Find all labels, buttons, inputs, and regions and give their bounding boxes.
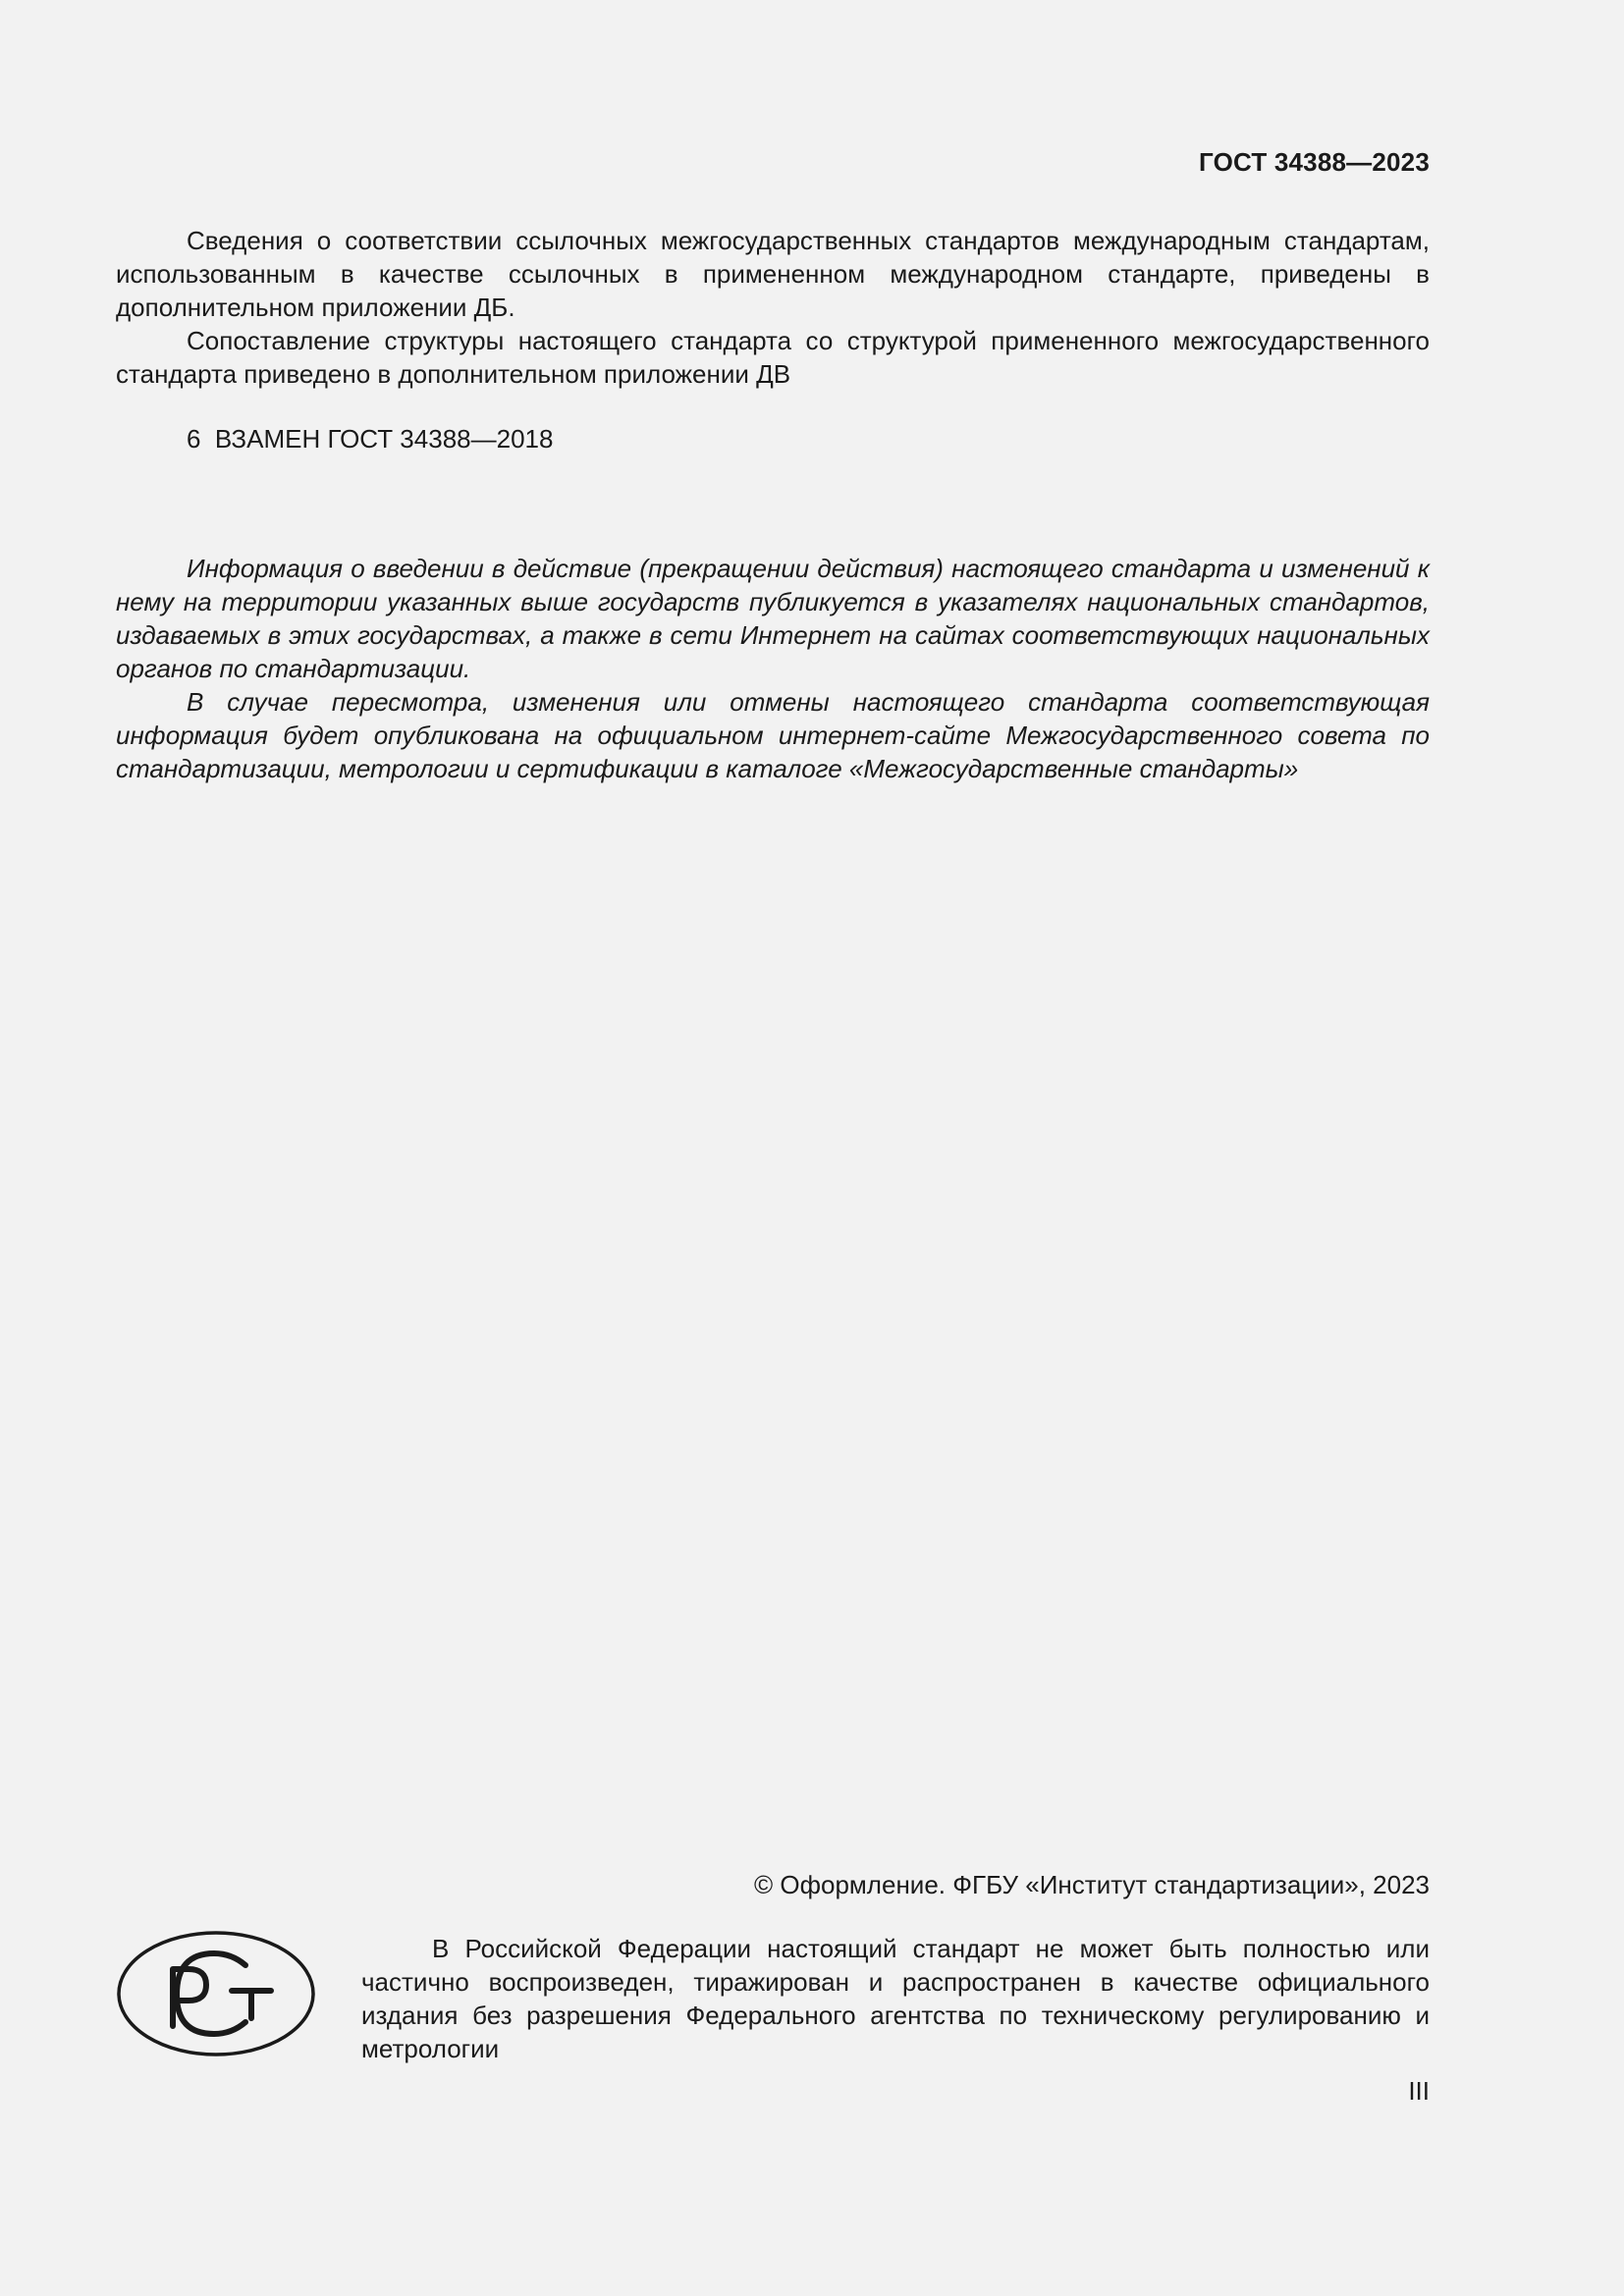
item-number: 6 [187,424,201,454]
section-references-info [116,224,1430,391]
paragraph: В случае пересмотра, изменения или отмены настоящего стандарта соответствующая информация будет опубликована на официальном интернет-сайте Межгосударственного совета по стандартизации, метрологии и сертификации в каталоге «Межгосударственные стандарты» [116,687,1430,783]
paragraph: Сопоставление структуры настоящего стандарта со структурой примененного межгосударственного стандарта приведено в дополнительном приложении ДВ [116,326,1430,389]
item-text: ВЗАМЕН ГОСТ 34388—2018 [214,424,554,454]
document-code-header: ГОСТ 34388—2023 [1199,147,1430,177]
section-publication-info [116,552,1430,785]
paragraph: Информация о введении в действие (прекращении действия) настоящего стандарта и изменений к нему на территории указанных выше государств публикуется в указателях национальных стандартов, издаваемых в этих государствах, а также в сети Интернет на сайтах соответствующих национальных органов по стандартизации. [116,554,1430,683]
rst-certification-mark-icon [116,1930,316,2057]
page-number: III [1408,2076,1430,2106]
copyright-line: © Оформление. ФГБУ «Институт стандартизации», 2023 [754,1870,1430,1899]
copyright-notice: В Российской Федерации настоящий стандарт не может быть полностью или частично воспроизведен, тиражирован и распространен в качестве официального издания без разрешения Федерального агентства по техническому регулированию и метрологии [361,1934,1430,2063]
paragraph: Сведения о соответствии ссылочных межгосударственных стандартов международным стандартам, использованным в качестве ссылочных в примененном международном стандарте, приведены в дополнительном приложении ДБ. [116,226,1430,322]
item-6 [187,422,553,455]
